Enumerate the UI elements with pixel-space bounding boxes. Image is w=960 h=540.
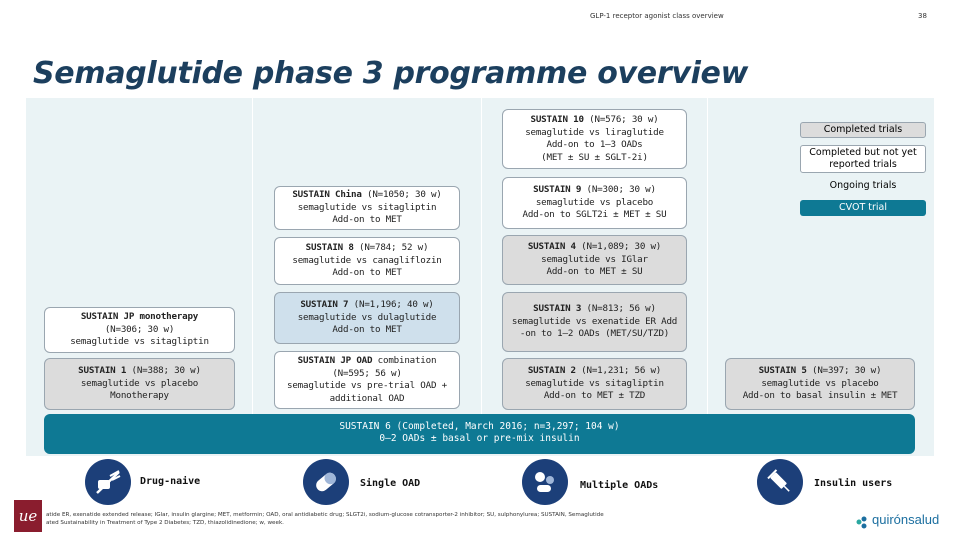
trial-sustain-2: SUSTAIN 2 (N=1,231; 56 w) semaglutide vs sitagliptin Add-on to MET ± TZD: [502, 358, 687, 410]
trial-sustain-9: SUSTAIN 9 (N=300; 30 w) semaglutide vs placebo Add-on to SGLT2i ± MET ± SU: [502, 177, 687, 229]
trial-sustain-4: SUSTAIN 4 (N=1,089; 30 w) semaglutide vs IGlar Add-on to MET ± SU: [502, 235, 687, 285]
trial-sustain-jp-mono: SUSTAIN JP monotherapy (N=306; 30 w) semaglutide vs sitagliptin: [44, 307, 235, 353]
brand-name: quirónsalud: [872, 512, 940, 527]
legend-not-reported: Completed but not yet reported trials: [800, 145, 926, 173]
category-label: Drug-naive: [140, 476, 201, 487]
header-topic: GLP-1 receptor agonist class overview: [590, 12, 724, 20]
column-divider: [707, 98, 708, 416]
trial-sustain-jp-oad: SUSTAIN JP OAD combination (N=595; 56 w) semaglutide vs pre-trial OAD + additional OAD: [274, 351, 460, 409]
drug-naive-icon: [85, 459, 131, 505]
trial-sustain-6-band: SUSTAIN 6 (Completed, March 2016; n=3,297; 104 w) 0–2 OADs ± basal or pre-mix insulin: [44, 414, 915, 454]
university-logo: ue: [14, 500, 42, 532]
pill-icon: [303, 459, 349, 505]
trial-sustain-china: SUSTAIN China (N=1050; 30 w) semaglutide vs sitagliptin Add-on to MET: [274, 186, 460, 230]
category-label: Insulin users: [814, 478, 893, 489]
trial-sustain-1: SUSTAIN 1 (N=388; 30 w) semaglutide vs placebo Monotherapy: [44, 358, 235, 410]
pills-icon: [522, 459, 568, 505]
page-number: 38: [918, 12, 927, 20]
legend-cvot: CVOT trial: [800, 200, 926, 216]
brand-logo-mark: [856, 515, 870, 529]
footnote: atide ER, exenatide extended release; IGlar, insulin glargine; MET, metformin; OAD, oral antidiabetic drug; SLGT2i, sodium-glucose cotransporter-2 inhibitor; SU, sulphonylurea; SUSTAIN, Semaglutide ated Sustainability in Treatment of Type 2 Diabetes; TZD, thiazolidinedione; w, week.: [46, 512, 604, 526]
legend-ongoing: Ongoing trials: [800, 178, 926, 194]
trial-sustain-3: SUSTAIN 3 (N=813; 56 w) semaglutide vs exenatide ER Add -on to 1–2 OADs (MET/SU/TZD): [502, 292, 687, 352]
column-divider: [481, 98, 482, 416]
category-label: Single OAD: [360, 478, 421, 489]
syringe-icon: [757, 459, 803, 505]
legend-completed: Completed trials: [800, 122, 926, 138]
page-title: Semaglutide phase 3 programme overview: [33, 56, 749, 91]
column-divider: [252, 98, 253, 416]
trial-sustain-5: SUSTAIN 5 (N=397; 30 w) semaglutide vs placebo Add-on to basal insulin ± MET: [725, 358, 915, 410]
trial-sustain-7: SUSTAIN 7 (N=1,196; 40 w) semaglutide vs dulaglutide Add-on to MET: [274, 292, 460, 344]
category-label: Multiple OADs: [580, 480, 659, 491]
trial-sustain-8: SUSTAIN 8 (N=784; 52 w) semaglutide vs canagliflozin Add-on to MET: [274, 237, 460, 285]
trial-sustain-10: SUSTAIN 10 (N=576; 30 w) semaglutide vs liraglutide Add-on to 1–3 OADs (MET ± SU ± SGLT-2i): [502, 109, 687, 169]
